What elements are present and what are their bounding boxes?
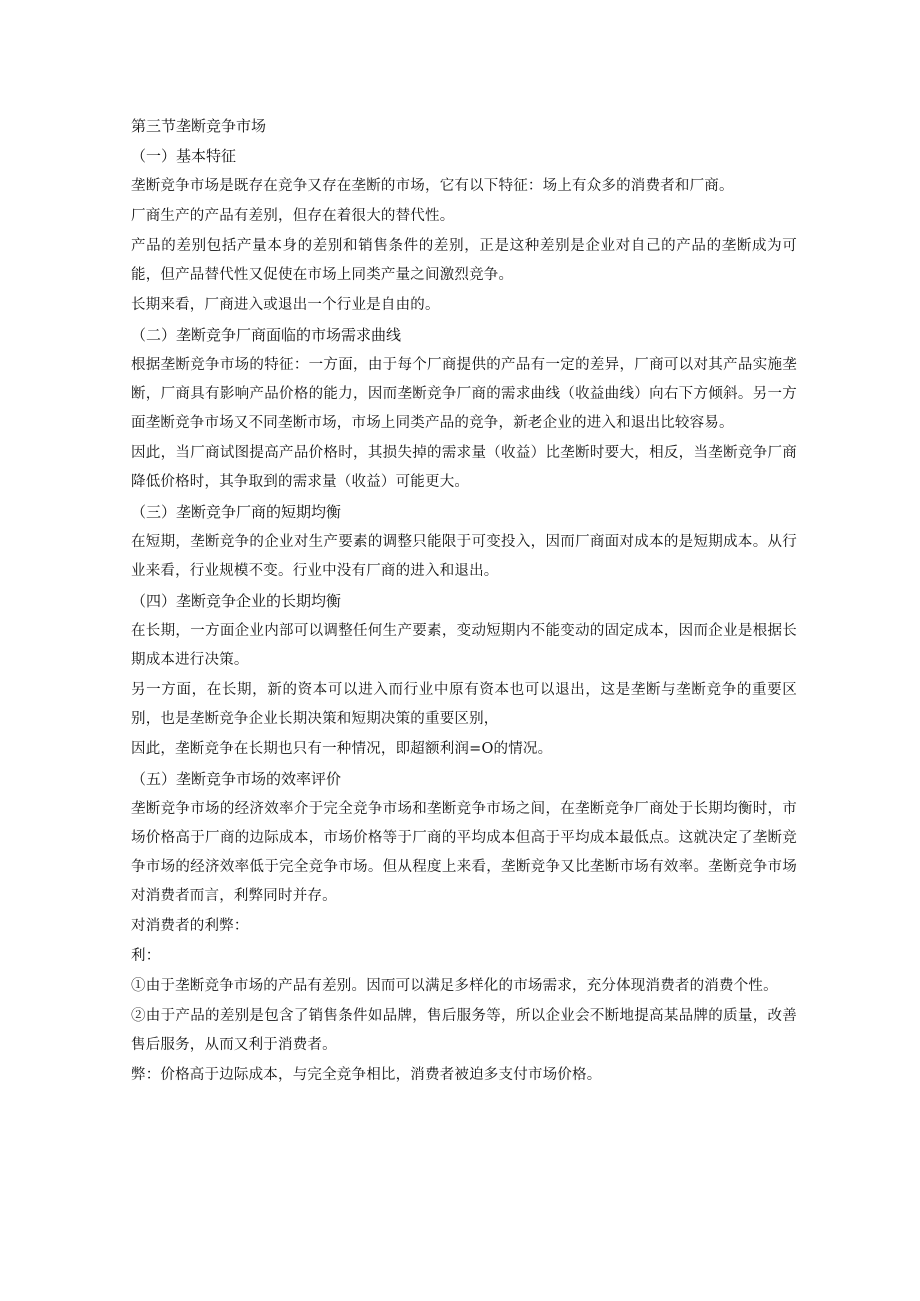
paragraph: 产品的差别包括产量本身的差别和销售条件的差别，正是这种差别是企业对自己的产品的垄断成为可能，但产品替代性又促使在市场上同类产量之间激烈竞争。: [131, 238, 797, 283]
section-heading: （三）垄断竞争厂商的短期均衡: [131, 503, 342, 521]
section-long-run-equilibrium: [131, 587, 797, 764]
section-heading: （四）垄断竞争企业的长期均衡: [131, 592, 342, 610]
paragraph: ②由于产品的差别是包含了销售条件如品牌，售后服务等，所以企业会不断地提高某品牌的质量，改善售后服务，从而又利于消费者。: [131, 1008, 797, 1053]
paragraph: 另一方面，在长期，新的资本可以进入而行业中原有资本也可以退出，这是垄断与垄断竞争的重要区别，也是垄断竞争企业长期决策和短期决策的重要区别，: [131, 682, 797, 727]
paragraph: 根据垄断竞争市场的特征：一方面，由于每个厂商提供的产品有一定的差异，厂商可以对其产品实施垄断，厂商具有影响产品价格的能力，因而垄断竞争厂商的需求曲线（收益曲线）向右下方倾斜。另一方面垄断竞争市场又不同垄断市场，市场上同类产品的竞争，新老企业的进入和退出比较容易。: [131, 357, 797, 431]
paragraph: 在短期，垄断竞争的企业对生产要素的调整只能限于可变投入，因而厂商面对成本的是短期成本。从行业来看，行业规模不变。行业中没有厂商的进入和退出。: [131, 534, 797, 579]
paragraph: 在长期，一方面企业内部可以调整任何生产要素，变动短期内不能变动的固定成本，因而企业是根据长期成本进行决策。: [131, 623, 797, 668]
section-short-run-equilibrium: [131, 498, 797, 586]
paragraph: 因此，当厂商试图提高产品价格时，其损失掉的需求量（收益）比垄断时要大，相反，当垄断竞争厂商降低价格时，其争取到的需求量（收益）可能更大。: [131, 445, 797, 490]
paragraph: 弊：价格高于边际成本，与完全竞争相比，消费者被迫多支付市场价格。: [131, 1067, 602, 1083]
paragraph: 厂商生产的产品有差别，但存在着很大的替代性。: [131, 208, 455, 224]
paragraph: 因此，垄断竞争在长期也只有一种情况，即超额利润=O的情况。: [131, 741, 553, 757]
document-title: 第三节垄断竞争市场: [131, 117, 267, 135]
section-demand-curve: [131, 321, 797, 497]
paragraph: 对消费者的利弊：: [131, 918, 249, 934]
paragraph: 垄断竞争市场的经济效率介于完全竞争市场和垄断竞争市场之间，在垄断竞争厂商处于长期均衡时，市场价格高于厂商的边际成本，市场价格等于厂商的平均成本但高于平均成本最低点。这就决定了垄断竞争市场的经济效率低于完全竞争市场。但从程度上来看，垄断竞争又比垄断市场有效率。垄断竞争市场对消费者而言，利弊同时并存。: [131, 801, 797, 904]
paragraph: 利：: [131, 948, 161, 964]
section-heading: （二）垄断竞争厂商面临的市场需求曲线: [131, 326, 402, 344]
document-page: [131, 112, 797, 1091]
section-heading: （一）基本特征: [131, 147, 237, 165]
section-efficiency-evaluation: [131, 765, 797, 1090]
paragraph: 垄断竞争市场是既存在竞争又存在垄断的市场，它有以下特征：场上有众多的消费者和厂商。: [131, 178, 734, 194]
paragraph: ①由于垄断竞争市场的产品有差别。因而可以满足多样化的市场需求，充分体现消费者的消费个性。: [131, 978, 778, 994]
paragraph: 长期来看，厂商进入或退出一个行业是自由的。: [131, 297, 440, 313]
section-basic-features: [131, 142, 797, 320]
section-heading: （五）垄断竞争市场的效率评价: [131, 770, 342, 788]
